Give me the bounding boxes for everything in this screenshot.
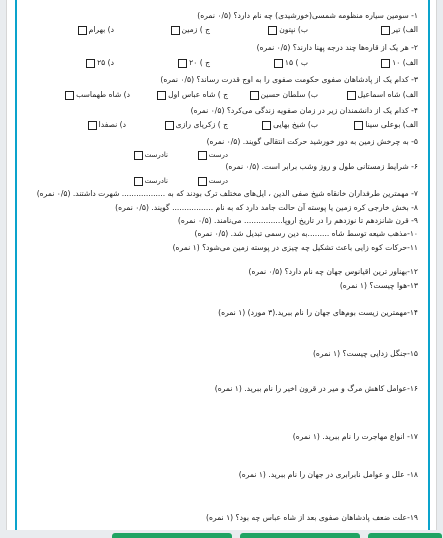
question-9: ۹- قرن شانزدهم تا نوزدهم را در تاریخ اروپا................ می‌نامند. (۰/۵ نمره) — [177, 216, 418, 225]
question-1: ۱- سومین سیاره منظومه شمسی(خورشیدی) چه نام دارد؟ (۰/۵ نمره) — [197, 11, 418, 20]
false-option[interactable]: نادرست — [132, 150, 168, 160]
option-c[interactable]: ج ) زمین — [169, 25, 211, 35]
checkbox[interactable] — [354, 121, 363, 130]
true-option[interactable]: درست — [196, 176, 228, 186]
tab-3[interactable] — [368, 533, 442, 538]
option-d[interactable]: د) شاه طهماسب — [63, 90, 130, 100]
checkbox[interactable] — [381, 59, 390, 68]
page-border-right — [428, 0, 436, 530]
option-b[interactable]: ب) سلطان حسین — [248, 90, 318, 100]
question-2: ۲- هر یک از قاره‌ها چند درجه پهنا دارند؟ (۰/۵ نمره) — [256, 43, 418, 52]
false-option[interactable]: نادرست — [132, 176, 168, 186]
checkbox[interactable] — [65, 91, 74, 100]
question-13: ۱۳-هوا چیست؟ (۱ نمره) — [339, 281, 418, 290]
question-15: ۱۵-جنگل زدایی چیست؟ (۱ نمره) — [312, 349, 418, 358]
option-d[interactable]: د) نصفدا — [86, 120, 126, 130]
question-11: ۱۱-حرکات کوه زایی باعث تشکیل چه چیزی در پوسته زمین می‌شود؟ (۱ نمره) — [172, 243, 418, 252]
question-8: ۸- بخش خارجی کره زمین یا پوسته آن حالت جامد دارد که به نام ................. گویند. (۰/۵ نمره) — [115, 203, 418, 212]
checkbox[interactable] — [88, 121, 97, 130]
option-d[interactable]: د) بهرام — [76, 25, 114, 35]
checkbox[interactable] — [178, 59, 187, 68]
checkbox[interactable] — [86, 59, 95, 68]
option-c[interactable]: ج ) شاه عباس اول — [155, 90, 228, 100]
exam-page — [6, 0, 437, 530]
question-17: ۱۷- انواع مهاجرت را نام ببرید. (۱ نمره) — [292, 432, 418, 441]
question-7: ۷- مهمترین طرفداران خانقاه شیخ صفی الدین ، ایل‌های مختلف ترک بودند که به .................. شهرت داشتند. (۰/۵ نمره) — [36, 189, 418, 198]
checkbox[interactable] — [165, 121, 174, 130]
checkbox[interactable] — [198, 177, 207, 186]
bottom-tab-bar — [112, 533, 442, 538]
question-16: ۱۶-عوامل کاهش مرگ و میر در قرون اخیر را نام ببرید. (۱ نمره) — [214, 384, 418, 393]
question-18: ۱۸- علل و عوامل نابرابری در جهان را نام ببرید. (۱ نمره) — [238, 470, 418, 479]
checkbox[interactable] — [78, 26, 87, 35]
option-a[interactable]: الف) بوعلی سینا — [352, 120, 418, 130]
question-6: ۶- شرایط زمستانی طول و روز وشب برابر است. (۰/۵ نمره) — [225, 162, 418, 171]
option-a[interactable]: الف) ۱۰ — [379, 58, 418, 68]
option-b[interactable]: ب) شیخ بهایی — [260, 120, 318, 130]
option-a[interactable]: الف) شاه اسماعیل — [345, 90, 418, 100]
checkbox[interactable] — [250, 91, 259, 100]
checkbox[interactable] — [134, 151, 143, 160]
checkbox[interactable] — [262, 121, 271, 130]
checkbox[interactable] — [381, 26, 390, 35]
checkbox[interactable] — [274, 59, 283, 68]
checkbox[interactable] — [157, 91, 166, 100]
question-19: ۱۹-علت ضعف پادشاهان صفوی بعد از شاه عباس چه بود؟ (۱ نمره) — [206, 513, 418, 522]
question-5: ۵- به چرخش زمین به دور خورشید حرکت انتقالی گویند. (۰/۵ نمره) — [206, 137, 418, 146]
tab-1[interactable] — [112, 533, 232, 538]
checkbox[interactable] — [171, 26, 180, 35]
checkbox[interactable] — [347, 91, 356, 100]
checkbox[interactable] — [134, 177, 143, 186]
tab-2[interactable] — [240, 533, 360, 538]
checkbox[interactable] — [268, 26, 277, 35]
question-10: ۱۰-مذهب شیعه توسط شاه .........به دین رسمی تبدیل شد. (۰/۵ نمره) — [194, 229, 418, 238]
checkbox[interactable] — [198, 151, 207, 160]
question-4: ۴- کدام یک از دانشمندان زیر در زمان صفویه زندگی می‌کرد؟ (۰/۵ نمره) — [190, 106, 418, 115]
option-b[interactable]: ب) نپتون — [266, 25, 308, 35]
true-option[interactable]: درست — [196, 150, 228, 160]
page-border-left — [7, 0, 17, 530]
question-14: ۱۴-مهمترین زیست بوم‌های جهان را نام ببرید.(۳ مورد) (۱ نمره) — [218, 308, 418, 317]
option-b[interactable]: ب ) ۱۵ — [272, 58, 308, 68]
option-c[interactable]: ج ) ۲۰ — [176, 58, 210, 68]
option-a[interactable]: الف) تیر — [379, 25, 418, 35]
question-3: ۳- کدام یک از پادشاهان صفوی حکومت صفوی را به اوج قدرت رساند؟ (۰/۵ نمره) — [160, 75, 418, 84]
option-c[interactable]: ج ) زکریای رازی — [163, 120, 228, 130]
option-d[interactable]: د) ۲۵ — [84, 58, 114, 68]
question-12: ۱۲-بهناور ترین اقیانوس جهان چه نام دارد؟ (۰/۵ نمره) — [248, 267, 418, 276]
